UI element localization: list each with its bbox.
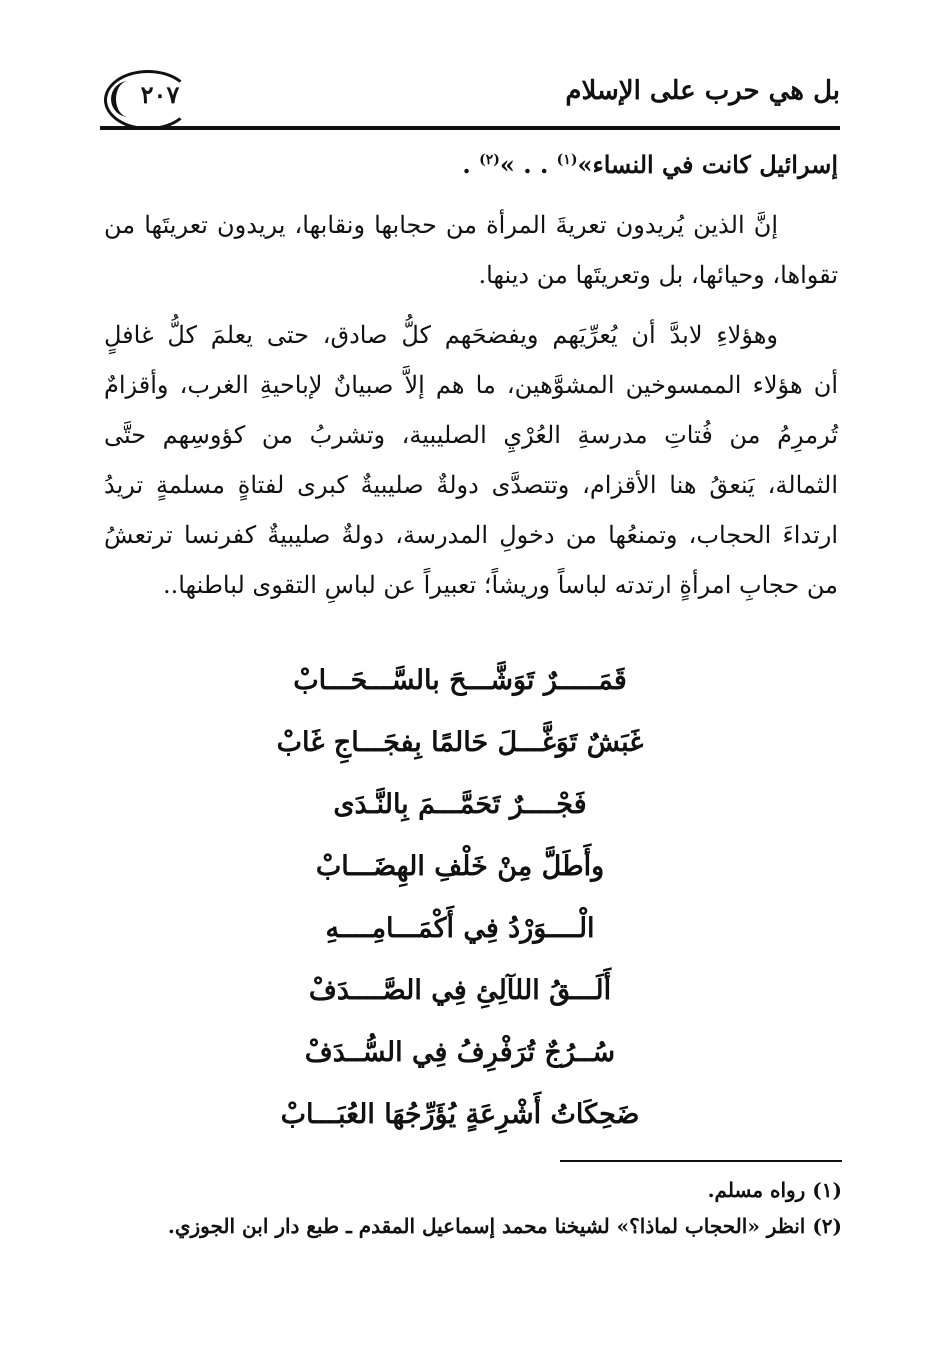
body-line-1-dots: . . » xyxy=(499,150,557,179)
body-line-1-end: . xyxy=(462,150,480,179)
body-line-9: من حجابِ امرأةٍ ارتدته لباساً وريشاً؛ تعبيراً عن لباسِ التقوى لباطنها.. xyxy=(162,571,838,599)
poem-verse-5: الْــــوَرْدُ فِي أَكْمَـــامِــــهِ xyxy=(325,913,595,944)
paragraph-gap xyxy=(104,190,838,200)
footnote-2: (٢) انظر «الحجاب لماذا؟» لشيخنا محمد إسماعيل المقدم ـ طبع دار ابن الجوزي. xyxy=(167,1214,842,1238)
footnote-1: (١) رواه مسلم. xyxy=(707,1178,842,1202)
poem-verse-7: سُــرُجٌ تُرَفْرِفُ فِي السُّــدَفْ xyxy=(304,1037,616,1068)
header-rule xyxy=(100,126,840,130)
poem xyxy=(180,650,740,1146)
body-line-5: أن هؤلاء الممسوخين المشوَّهين، ما هم إلاَّ صبيانٌ لإباحيةِ الغرب، وأقزامٌ xyxy=(104,371,838,399)
body-line-3: تقواها، وحيائها، بل وتعريتَها من دينها. xyxy=(478,261,838,289)
poem-verse-1: قَمَـــــرٌ تَوَشَّـــحَ بالسَّـــحَـــابْ xyxy=(293,665,627,696)
running-title: بل هي حرب على الإسلام xyxy=(565,76,840,106)
paragraph-gap xyxy=(104,300,838,310)
poem-verse-3: فَجْــــرٌ تَحَمَّـــمَ بِالنَّـدَى xyxy=(333,789,587,820)
footnote-ref-2[interactable]: (٢) xyxy=(479,152,500,168)
footnote-separator xyxy=(560,1160,842,1162)
body-line-2: إنَّ الذين يُريدون تعريةَ المرأة من حجابها ونقابها، يريدون تعريتَها من xyxy=(104,211,778,239)
body-line-4: وهؤلاءِ لابدَّ أن يُعرِّيَهم ويفضحَهم كلُّ صادق، حتى يعلمَ كلُّ غافلٍ xyxy=(104,321,778,349)
poem-verse-2: غَبَشٌ تَوَغَّـــلَ حَالمًا بِفجَـــاجِ غَابْ xyxy=(276,727,644,758)
body-line-1 xyxy=(104,140,838,190)
poem-verse-4: وأَطَلَّ مِنْ خَلْفِ الهِضَـــابْ xyxy=(315,851,605,882)
page-number: ٢٠٧ xyxy=(140,80,180,109)
body-line-8: ارتداءَ الحجاب، وتمنعُها من دخولِ المدرسة، دولةٌ صليبيةٌ كفرنسا ترتعشُ xyxy=(104,521,838,549)
footnote-ref-1[interactable]: (١) xyxy=(556,152,578,168)
poem-verse-8: ضَحِكَاتُ أَشْرِعَةٍ يُؤَرِّجُهَا العُبَـــابْ xyxy=(280,1099,640,1130)
poem-verse-6: أَلَـــقُ اللآلِئِ فِي الصَّــــدَفْ xyxy=(308,975,612,1006)
body-line-1-text: إسرائيل كانت في النساء» xyxy=(577,150,838,179)
page-header xyxy=(100,66,840,130)
footnotes xyxy=(167,1172,842,1244)
body-text xyxy=(104,140,838,610)
body-line-6: تُرمرِمُ من فُتاتِ مدرسةِ العُرْيِ الصليبية، وتشربُ من كؤوسِهم حتَّى xyxy=(104,421,839,449)
body-line-7: الثمالة، يَنعقُ هنا الأقزام، وتتصدَّى دولةٌ صليبيةٌ كبرى لفتاةٍ مسلمةٍ تريدُ xyxy=(104,471,838,499)
